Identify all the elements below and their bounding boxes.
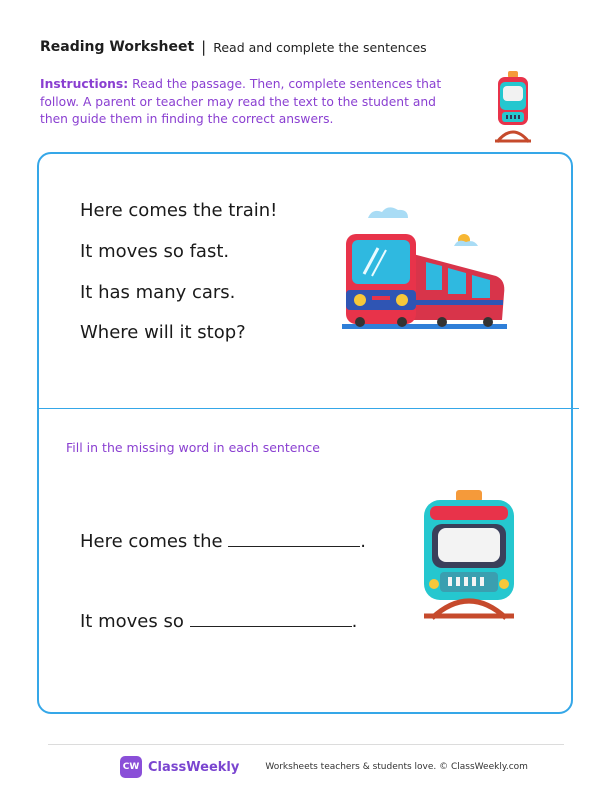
instructions-text: Read the passage. Then, complete sentences that follow. A parent or teacher may read the text to the student and then guide them in finding the correct answers.	[40, 77, 442, 126]
section-divider	[37, 408, 579, 409]
brand-name: ClassWeekly	[148, 759, 240, 775]
passage-line: It moves so fast.	[80, 241, 230, 262]
passage-line: Where will it stop?	[80, 322, 246, 343]
worksheet-subtitle: Read and complete the sentences	[213, 39, 427, 55]
question-instruction: Fill in the missing word in each sentence	[66, 440, 320, 455]
footer-tagline: Worksheets teachers & students love. © ClassWeekly.com	[265, 762, 528, 772]
passage-line: It has many cars.	[80, 282, 236, 303]
passage-line: Here comes the train!	[80, 200, 278, 221]
instructions	[40, 76, 450, 129]
footer-divider	[48, 744, 564, 745]
question-end: .	[360, 531, 367, 552]
answer-blank[interactable]	[190, 608, 352, 627]
classweekly-logo: CW	[120, 756, 142, 778]
train-front-icon	[418, 488, 520, 624]
answer-blank[interactable]	[228, 528, 360, 547]
question-1	[80, 528, 366, 552]
question-text: It moves so	[80, 611, 190, 632]
instructions-label: Instructions:	[40, 77, 129, 91]
footer	[120, 756, 528, 778]
train-side-icon	[338, 204, 513, 334]
question-text: Here comes the	[80, 531, 229, 552]
worksheet-title: Reading Worksheet	[40, 39, 195, 55]
header-separator: |	[201, 38, 207, 56]
question-2	[80, 608, 357, 632]
train-front-icon	[491, 70, 535, 148]
question-end: .	[351, 611, 358, 632]
worksheet-header	[40, 38, 427, 56]
